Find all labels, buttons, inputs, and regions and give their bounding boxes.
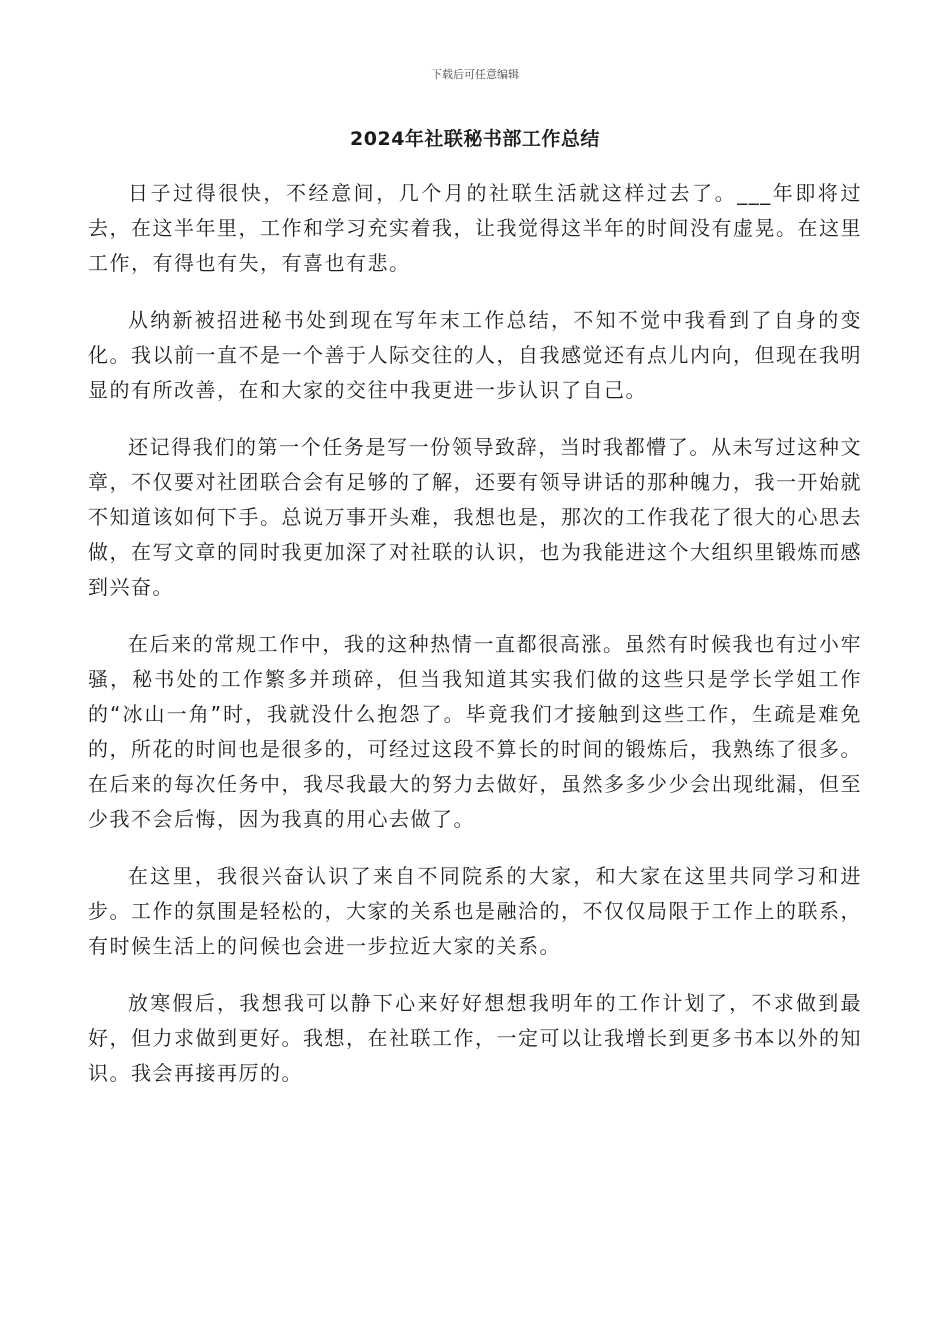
document-title: 2024年社联秘书部工作总结 — [350, 128, 600, 150]
header-note: 下载后可任意编辑 — [431, 68, 519, 81]
paragraph: 在后来的常规工作中，我的这种热情一直都很高涨。虽然有时候我也有过小牢骚，秘书处的工作繁多并琐碎，但当我知道其实我们做的这些只是学长学姐工作的“冰山一角”时，我就没什么抱怨了。毕竟我们才接触到这些工作，生疏是难免的，所花的时间也是很多的，可经过这段不算长的时间的锻炼后，我熟练了很多。在后来的每次任务中，我尽我最大的努力去做好，虽然多多少少会出现纰漏，但至少我不会后悔，因为我真的用心去做了。 — [88, 632, 862, 831]
paragraph: 放寒假后，我想我可以静下心来好好想想我明年的工作计划了，不求做到最好，但力求做到更好。我想，在社联工作，一定可以让我增长到更多书本以外的知识。我会再接再厉的。 — [88, 991, 862, 1085]
paragraph: 日子过得很快，不经意间，几个月的社联生活就这样过去了。___年即将过去，在这半年里，工作和学习充实着我，让我觉得这半年的时间没有虚晃。在这里工作，有得也有失，有喜也有悲。 — [88, 181, 862, 275]
document-body — [88, 176, 862, 1113]
paragraph: 还记得我们的第一个任务是写一份领导致辞，当时我都懵了。从未写过这种文章，不仅要对社团联合会有足够的了解，还要有领导讲话的那种魄力，我一开始就不知道该如何下手。总说万事开头难，我想也是，那次的工作我花了很大的心思去做，在写文章的同时我更加深了对社联的认识，也为我能进这个大组织里锻炼而感到兴奋。 — [88, 435, 862, 599]
paragraph: 从纳新被招进秘书处到现在写年末工作总结，不知不觉中我看到了自身的变化。我以前一直不是一个善于人际交往的人，自我感觉还有点儿内向，但现在我明显的有所改善，在和大家的交往中我更进一步认识了自己。 — [88, 308, 862, 402]
paragraph: 在这里，我很兴奋认识了来自不同院系的大家，和大家在这里共同学习和进步。工作的氛围是轻松的，大家的关系也是融洽的，不仅仅局限于工作上的联系，有时候生活上的问候也会进一步拉近大家的关系。 — [88, 864, 862, 958]
